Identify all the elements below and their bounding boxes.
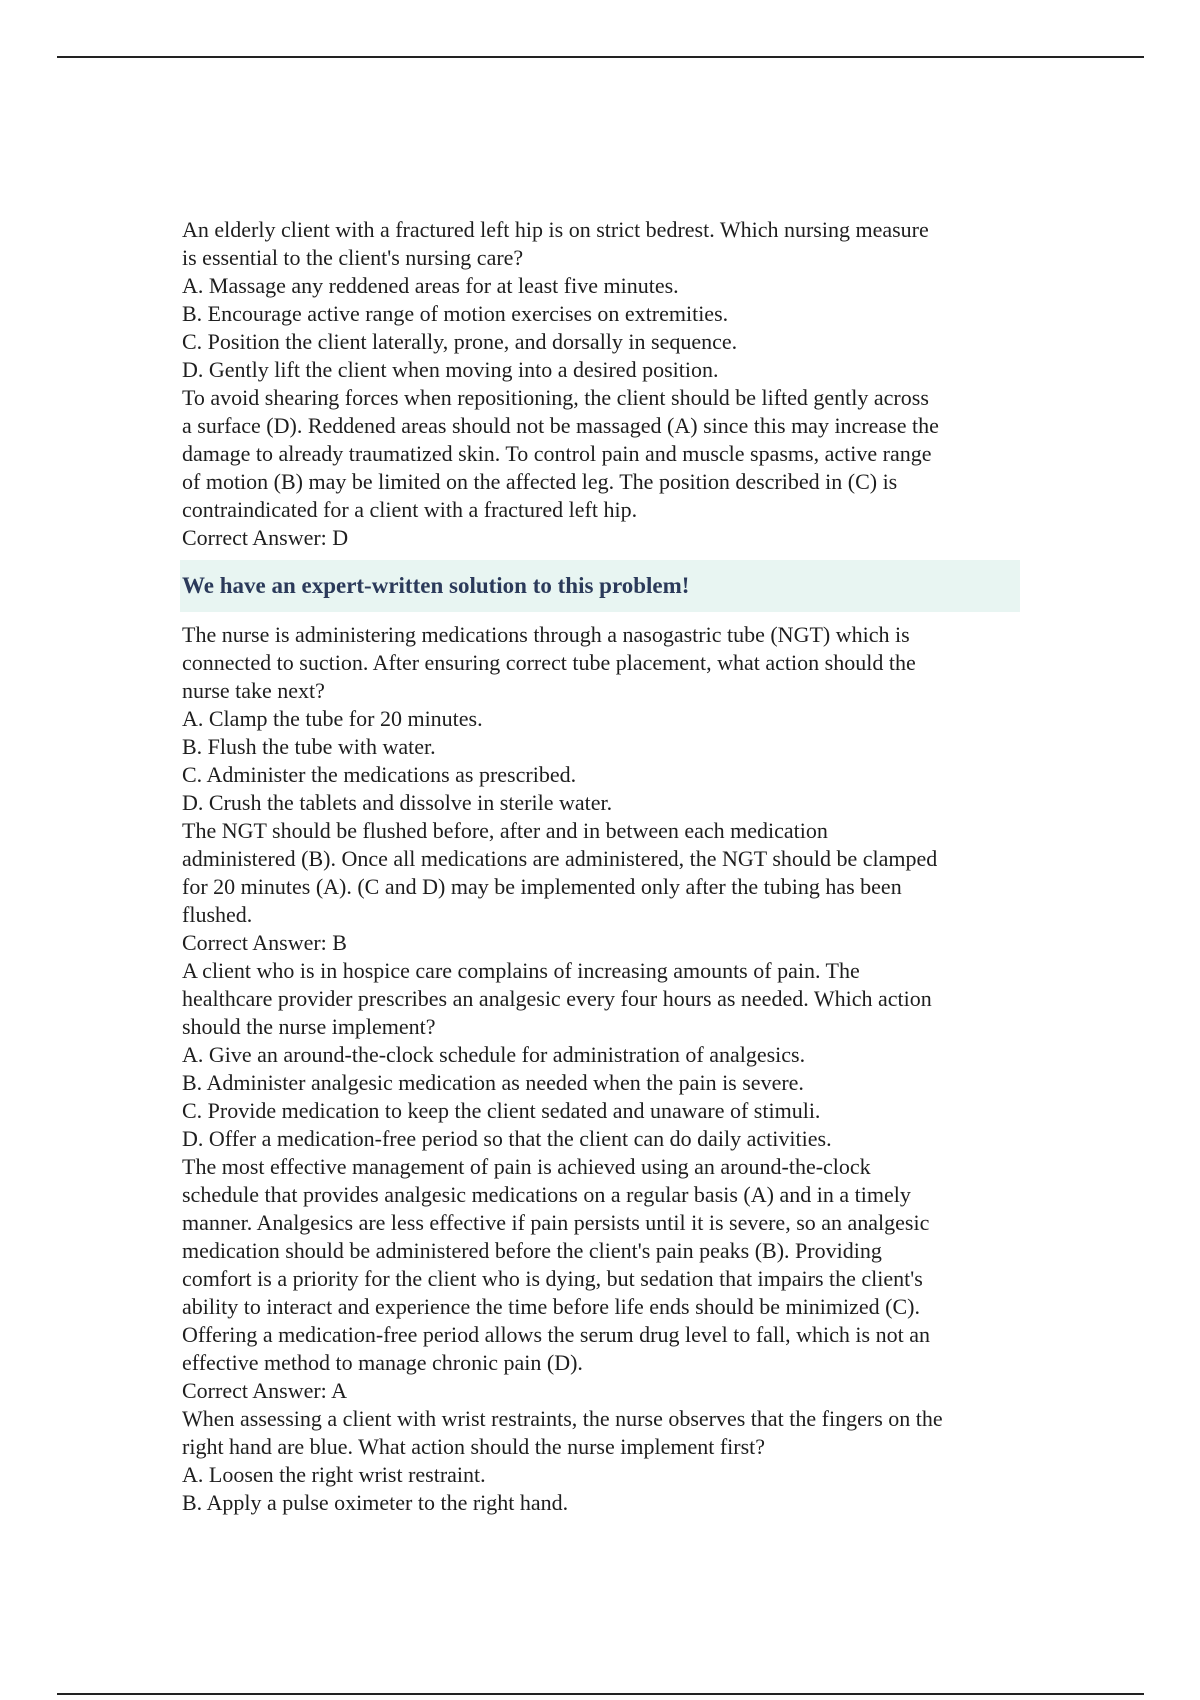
option-c: C. Administer the medications as prescribed.: [182, 762, 577, 787]
question-text: is essential to the client's nursing care?: [182, 245, 524, 270]
option-b: B. Encourage active range of motion exercises on extremities.: [182, 301, 729, 326]
option-b: B. Administer analgesic medication as needed when the pain is severe.: [182, 1070, 804, 1095]
correct-answer: Correct Answer: A: [182, 1378, 347, 1403]
rationale-text: a surface (D). Reddened areas should not be massaged (A) since this may increase the: [182, 413, 939, 438]
question-text: An elderly client with a fractured left hip is on strict bedrest. Which nursing measure: [182, 217, 929, 242]
option-d: D. Crush the tablets and dissolve in sterile water.: [182, 790, 613, 815]
option-c: C. Position the client laterally, prone, and dorsally in sequence.: [182, 329, 738, 354]
rationale-text: effective method to manage chronic pain (D).: [182, 1350, 583, 1375]
option-d: D. Offer a medication-free period so that the client can do daily activities.: [182, 1126, 832, 1151]
rationale-text: administered (B). Once all medications are administered, the NGT should be clamped: [182, 846, 938, 871]
option-a: A. Clamp the tube for 20 minutes.: [182, 706, 483, 731]
question-text: When assessing a client with wrist restraints, the nurse observes that the fingers on the: [182, 1406, 943, 1431]
rationale-text: damage to already traumatized skin. To control pain and muscle spasms, active range: [182, 441, 932, 466]
option-a: A. Massage any reddened areas for at least five minutes.: [182, 273, 679, 298]
correct-answer: Correct Answer: D: [182, 525, 349, 550]
rationale-text: manner. Analgesics are less effective if pain persists until it is severe, so an analgesic: [182, 1210, 930, 1235]
rationale-text: To avoid shearing forces when repositioning, the client should be lifted gently across: [182, 385, 929, 410]
top-rule: [57, 56, 1144, 58]
option-c: C. Provide medication to keep the client sedated and unaware of stimuli.: [182, 1098, 821, 1123]
question-1: [182, 216, 1022, 552]
question-4: [182, 1405, 1022, 1517]
rationale-text: The NGT should be flushed before, after and in between each medication: [182, 818, 828, 843]
rationale-text: flushed.: [182, 902, 253, 927]
bottom-rule: [57, 1693, 1144, 1695]
question-text: nurse take next?: [182, 678, 325, 703]
question-text: connected to suction. After ensuring correct tube placement, what action should the: [182, 650, 916, 675]
option-b: B. Flush the tube with water.: [182, 734, 436, 759]
option-d: D. Gently lift the client when moving into a desired position.: [182, 357, 719, 382]
rationale-text: The most effective management of pain is achieved using an around-the-clock: [182, 1154, 871, 1179]
correct-answer: Correct Answer: B: [182, 930, 347, 955]
question-text: healthcare provider prescribes an analgesic every four hours as needed. Which action: [182, 986, 932, 1011]
rationale-text: schedule that provides analgesic medications on a regular basis (A) and in a timely: [182, 1182, 911, 1207]
document-body: [182, 216, 1022, 1517]
rationale-text: of motion (B) may be limited on the affected leg. The position described in (C) is: [182, 469, 898, 494]
question-text: The nurse is administering medications through a nasogastric tube (NGT) which is: [182, 622, 910, 647]
rationale-text: contraindicated for a client with a fractured left hip.: [182, 497, 638, 522]
question-text: should the nurse implement?: [182, 1014, 436, 1039]
rationale-text: comfort is a priority for the client who is dying, but sedation that impairs the client's: [182, 1266, 923, 1291]
question-2: [182, 621, 1022, 957]
question-3: [182, 957, 1022, 1405]
rationale-text: medication should be administered before the client's pain peaks (B). Providing: [182, 1238, 882, 1263]
question-text: right hand are blue. What action should the nurse implement first?: [182, 1434, 766, 1459]
expert-solution-banner[interactable]: We have an expert-written solution to this problem!: [180, 560, 1020, 612]
option-a: A. Loosen the right wrist restraint.: [182, 1462, 486, 1487]
question-text: A client who is in hospice care complains of increasing amounts of pain. The: [182, 958, 860, 983]
rationale-text: ability to interact and experience the time before life ends should be minimized (C).: [182, 1294, 920, 1319]
option-b: B. Apply a pulse oximeter to the right hand.: [182, 1490, 569, 1515]
option-a: A. Give an around-the-clock schedule for administration of analgesics.: [182, 1042, 806, 1067]
rationale-text: for 20 minutes (A). (C and D) may be implemented only after the tubing has been: [182, 874, 902, 899]
rationale-text: Offering a medication-free period allows the serum drug level to fall, which is not an: [182, 1322, 930, 1347]
